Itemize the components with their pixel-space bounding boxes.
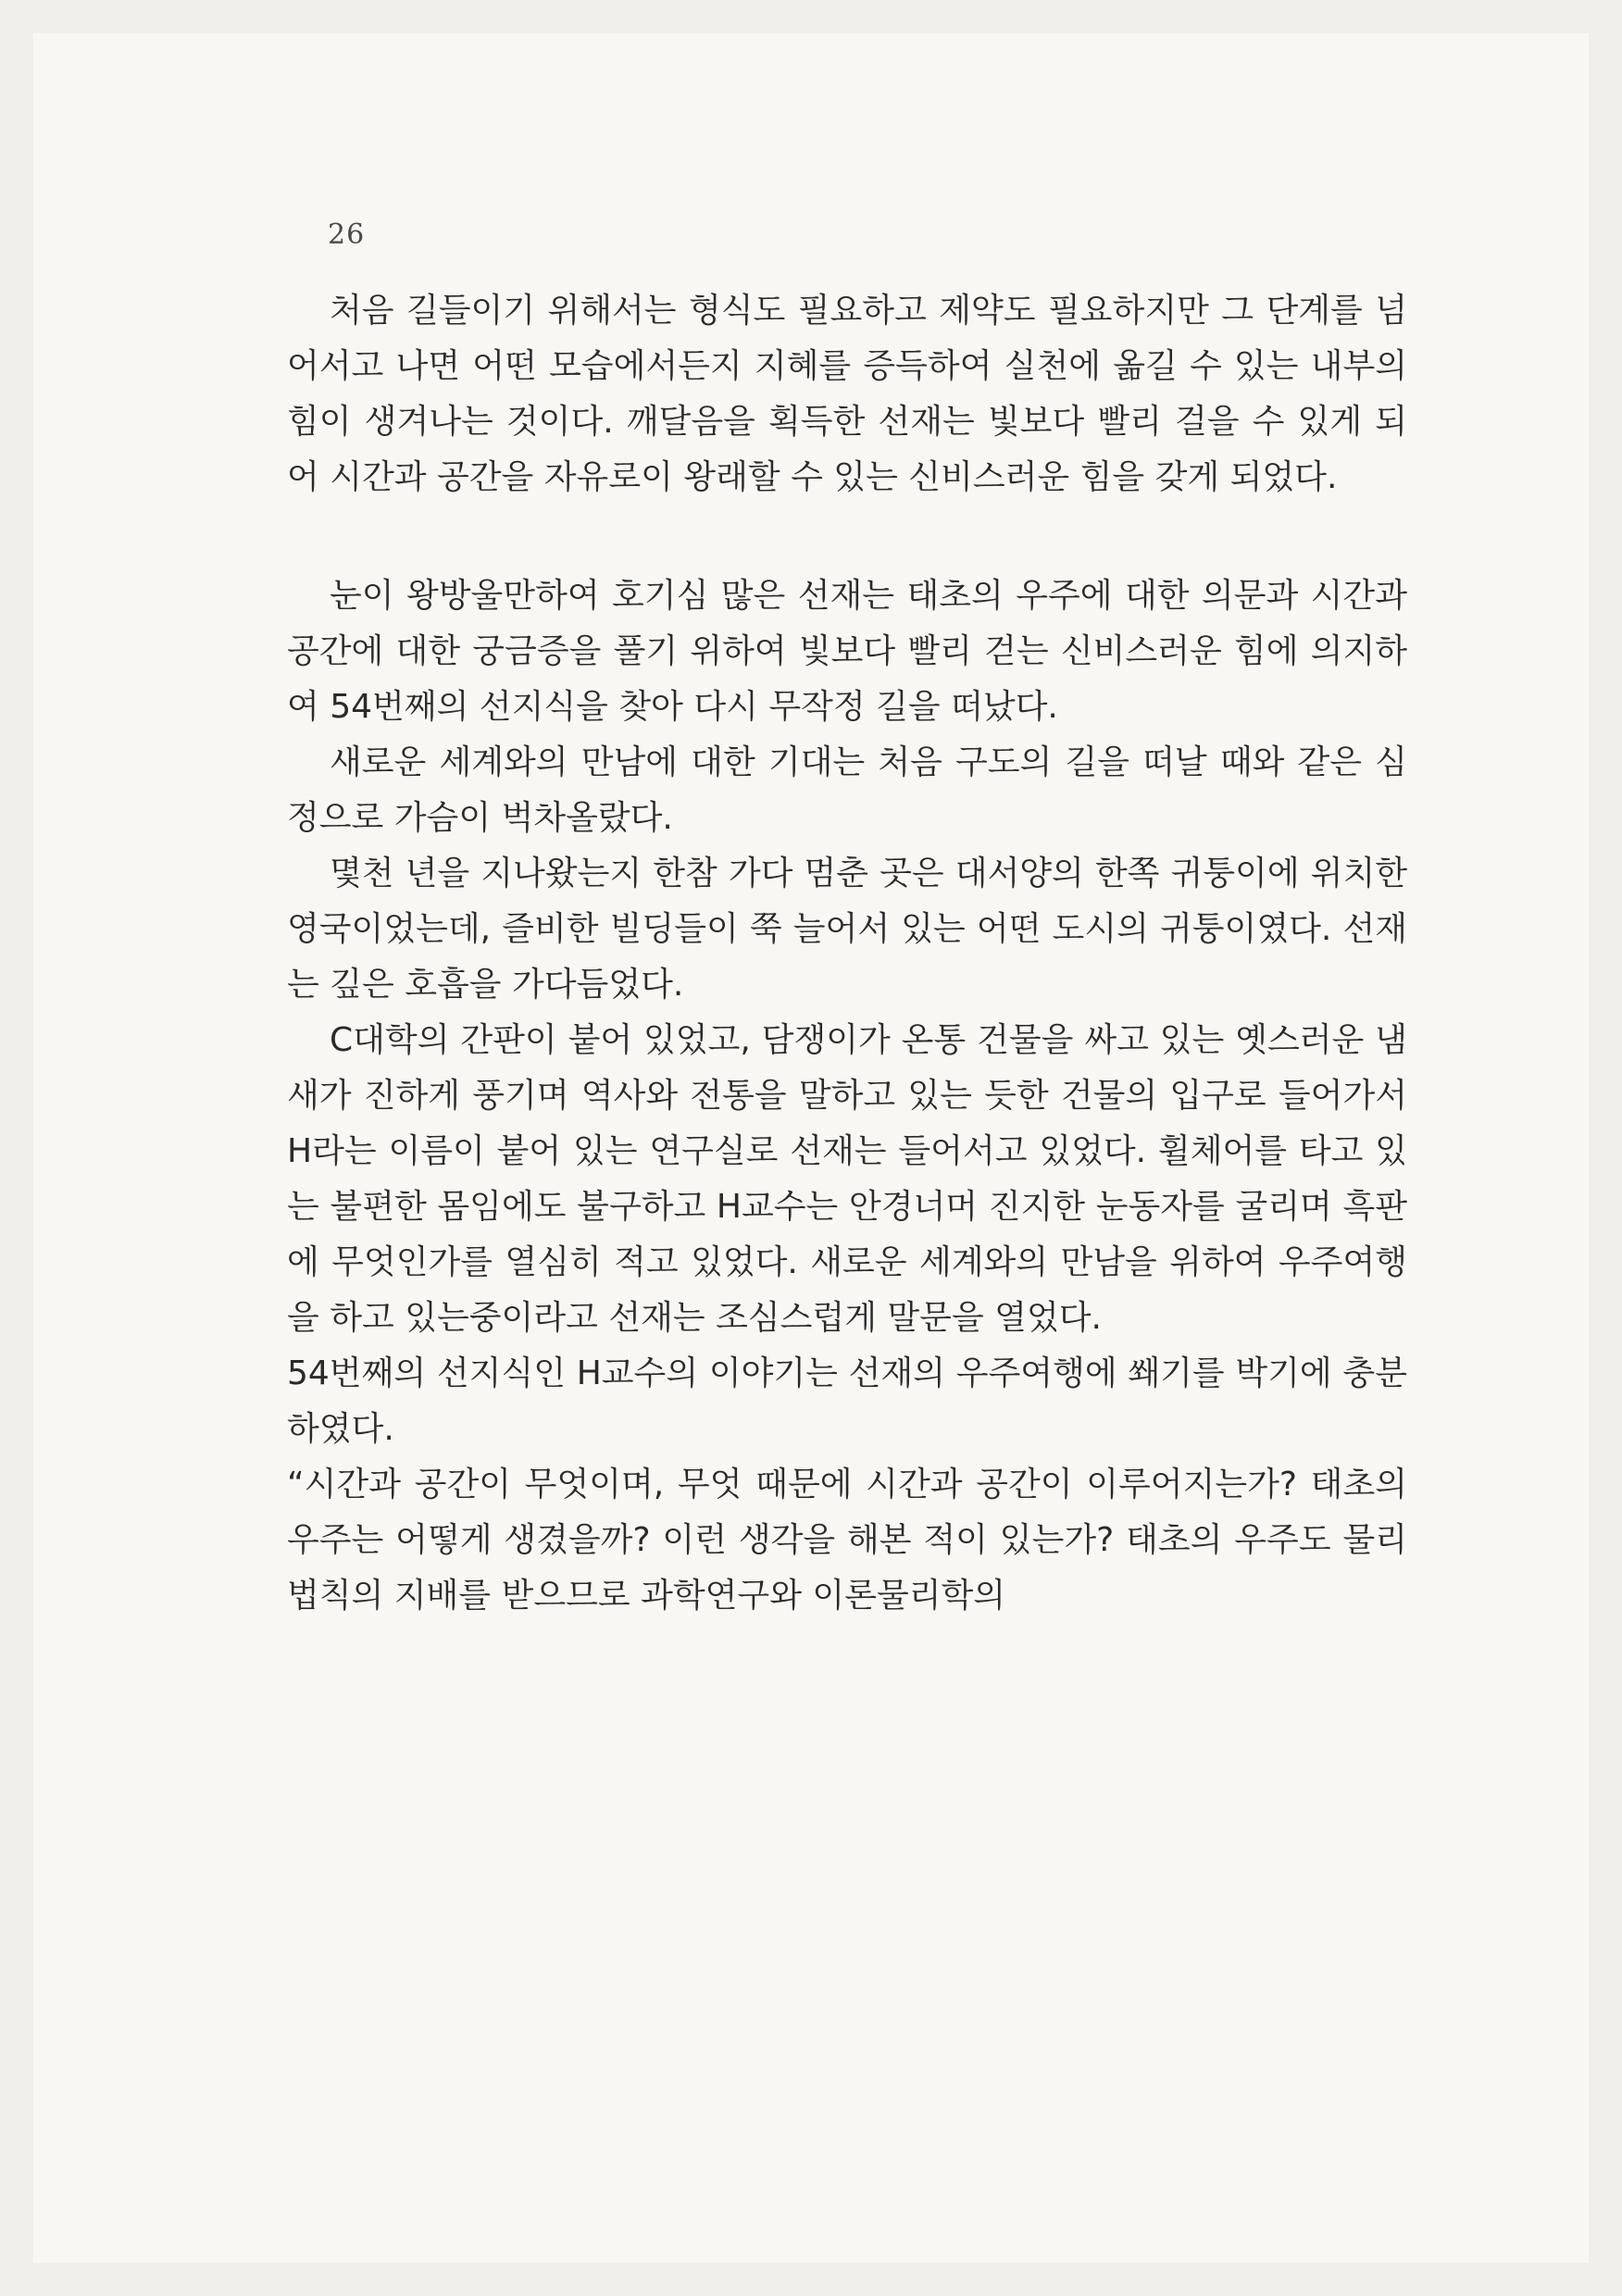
paragraph-5: C대학의 간판이 붙어 있었고, 담쟁이가 온통 건물을 싸고 있는 옛스러운 냄새가 진하게 풍기며 역사와 전통을 말하고 있는 듯한 건물의 입구로 들어가서 H라는 이름이 붙어 있는 연구실로 선재는 들어서고 있었다. 휠체어를 타고 있는 불편한 몸임에도 불구하고 H교수는 안경너머 진지한 눈동자를 굴리며 흑판에 무엇인가를 열심히 적고 있었다. 새로운 세계와의 만남을 위하여 우주여행을 하고 있는중이라고 선재는 조심스럽게 말문을 열었다. bbox=[287, 1021, 1407, 1337]
paragraph-1: 처음 길들이기 위해서는 형식도 필요하고 제약도 필요하지만 그 단계를 넘어서고 나면 어떤 모습에서든지 지혜를 증득하여 실천에 옮길 수 있는 내부의 힘이 생겨나는 것이다. 깨달음을 획득한 선재는 빛보다 빨리 걸을 수 있게 되어 시간과 공간을 자유로이 왕래할 수 있는 신비스러운 힘을 갖게 되었다. bbox=[287, 292, 1407, 496]
paragraph-3: 새로운 세계와의 만남에 대한 기대는 처음 구도의 길을 떠날 때와 같은 심정으로 가슴이 벅차올랐다. bbox=[287, 743, 1407, 837]
paragraph-7: “시간과 공간이 무엇이며, 무엇 때문에 시간과 공간이 이루어지는가? 태초의 우주는 어떻게 생겼을까? 이런 생각을 해본 적이 있는가? 태초의 우주도 물리법칙의 지배를 받으므로 과학연구와 이론물리학의 bbox=[287, 1466, 1407, 1615]
paragraph-4: 몇천 년을 지나왔는지 한참 가다 멈춘 곳은 대서양의 한쪽 귀퉁이에 위치한 영국이었는데, 즐비한 빌딩들이 쭉 늘어서 있는 어떤 도시의 귀퉁이였다. 선재는 깊은 호흡을 가다듬었다. bbox=[287, 855, 1407, 1004]
paragraph-6: 54번째의 선지식인 H교수의 이야기는 선재의 우주여행에 쐐기를 박기에 충분하였다. bbox=[287, 1354, 1407, 1448]
page-number: 26 bbox=[328, 218, 366, 251]
paragraph-2: 눈이 왕방울만하여 호기심 많은 선재는 태초의 우주에 대한 의문과 시간과 공간에 대한 궁금증을 풀기 위하여 빛보다 빨리 걷는 신비스러운 힘에 의지하여 54번째의 선지식을 찾아 다시 무작정 길을 떠났다. bbox=[287, 577, 1407, 726]
book-page bbox=[33, 33, 1589, 2263]
body-text bbox=[287, 283, 1407, 1624]
